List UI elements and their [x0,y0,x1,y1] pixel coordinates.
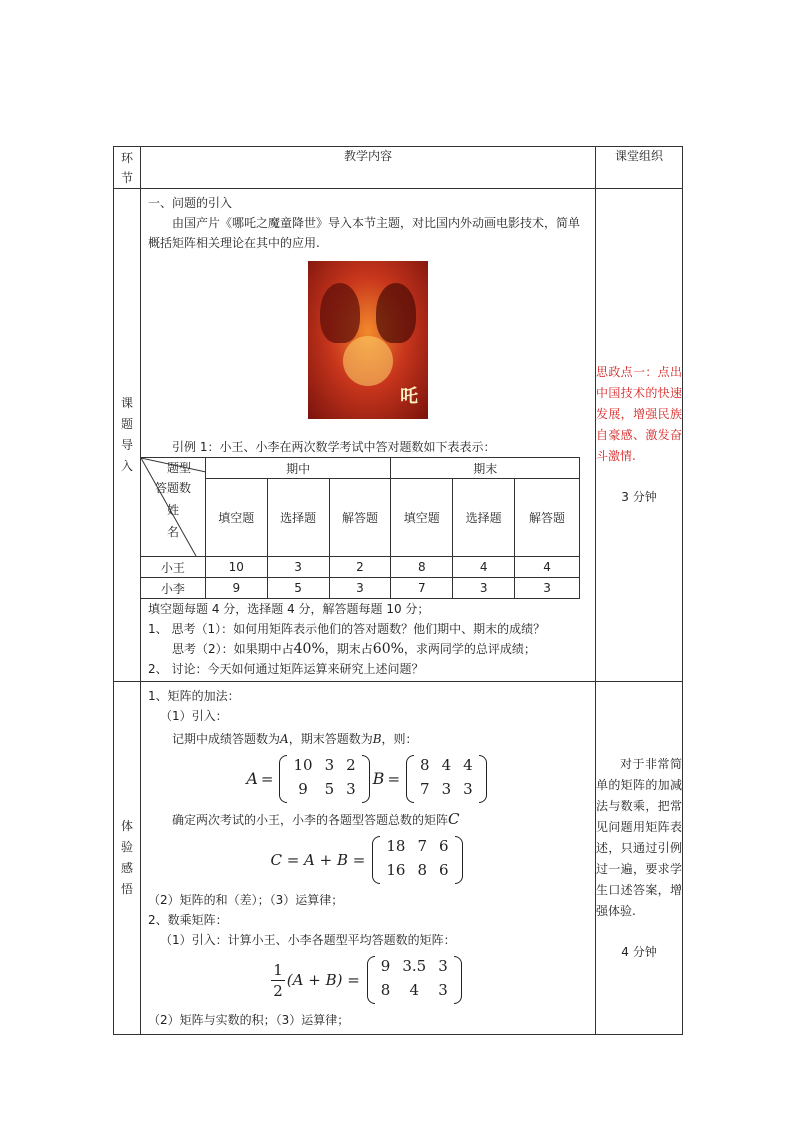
final-header: 期末 [391,458,580,479]
section-intro-content [141,189,596,682]
time-4min: 4 分钟 [621,944,657,959]
matrix-average: 9 3.5 3 8 4 3 [367,956,462,1004]
table-cell: 8 [391,557,453,578]
type-header: 选择题 [453,479,515,557]
diag-name-label-1: 姓 [167,503,180,517]
scalar-heading: 2、数乘矩阵： [148,913,228,927]
question-3: 2、 讨论：今天如何通过矩阵运算来研究上述问题？ [148,662,424,676]
diag-count-label: 答题数 [155,481,192,495]
table-cell: 3 [453,578,515,599]
table-cell: 10 [205,557,267,578]
question-2: 思考（2）：如果期中占40%，期末占60%，求两同学的总评成绩； [172,641,536,657]
movie-poster-image: 吒 [308,261,428,419]
example-label: 引例 1：小王、小李在两次数学考试中答对题数如下表表示： [172,440,496,454]
scalar-intro: （1）引入：计算小王、小李各题型平均答题数的矩阵： [160,933,456,947]
student-name: 小王 [141,557,206,578]
section-intro-row [114,189,683,682]
matrix-c-equation: C = A + B = 18 7 6 16 8 6 [148,836,588,884]
table-cell: 5 [267,578,329,599]
table-cell: 3 [515,578,580,599]
header-content: 教学内容 [141,147,596,189]
ideology-note: 思政点一：点出中国技术的快速发展，增强民族自豪感、激发奋斗激情. [596,365,682,463]
midterm-weight: 40% [293,641,325,657]
matrix-a-b-equation: A = 10 3 2 9 5 3 B = 8 4 4 7 3 3 [148,755,588,803]
time-3min: 3 分钟 [621,490,657,504]
score-rules: 填空题每题 4 分，选择题 4 分，解答题每题 10 分； [148,602,430,616]
section-experience-row [114,682,683,1035]
experience-note: 对于非常简单的矩阵的加减法与数乘，把常见问题用矩阵表述，只通过引例过一遍，要求学生口述答案，增强体验. [596,756,682,918]
addition-intro: （1）引入： [160,709,228,723]
final-weight: 60% [372,641,404,657]
intro-title: 一、问题的引入 [148,196,233,210]
student-name: 小李 [141,578,206,599]
table-cell: 4 [515,557,580,578]
type-header: 解答题 [329,479,391,557]
diag-name-label-2: 名 [167,525,180,539]
table-row [141,557,580,578]
answer-count-table [140,457,580,599]
intro-paragraph: 由国产片《哪吒之魔童降世》导入本节主题，对比国内外动画电影技术，简单概括矩阵相关理论在其中的应用. [148,216,581,250]
addition-heading: 1、矩阵的加法： [148,689,240,703]
table-row [141,578,580,599]
type-header: 填空题 [391,479,453,557]
table-cell: 3 [329,578,391,599]
scalar-equation: $\frac{1}{2}$ (A + B) = 9 3.5 3 8 4 3 [148,956,588,1004]
midterm-header: 期中 [205,458,391,479]
half-fraction: $\frac{1}{2}$ [273,960,283,1000]
header-row [114,147,683,189]
matrix-definition-line: 记期中成绩答题数为A，期末答题数为B，则： [172,732,418,746]
section-experience-content [141,682,596,1035]
table-cell: 7 [391,578,453,599]
question-1: 1、 思考（1）：如何用矩阵表示他们的答对题数？他们期中、期末的成绩？ [148,622,546,636]
table-cell: 2 [329,557,391,578]
type-header: 填空题 [205,479,267,557]
type-header: 选择题 [267,479,329,557]
section-intro-organization [596,189,683,682]
type-header: 解答题 [515,479,580,557]
table-cell: 4 [453,557,515,578]
matrix-b: 8 4 4 7 3 3 [406,755,487,803]
scalar-subtopics: （2）矩阵与实数的积；（3）运算律； [148,1013,350,1027]
table-cell: 3 [267,557,329,578]
lesson-plan-table [113,146,683,1035]
matrix-c: 18 7 6 16 8 6 [372,836,462,884]
matrix-a: 10 3 2 9 5 3 [279,755,369,803]
section-experience-label: 体验感悟 [114,682,141,1035]
diagonal-header-cell [141,458,206,557]
diag-type-label: 题型 [167,461,192,475]
addition-subtopics: （2）矩阵的和（差）；（3）运算律； [148,893,344,907]
section-experience-organization [596,682,683,1035]
header-organization: 课堂组织 [596,147,683,189]
lesson-plan-page [113,146,682,1035]
total-matrix-line: 确定两次考试的小王，小李的各题型答题总数的矩阵C [172,810,460,828]
header-stage: 环节 [114,147,141,189]
table-cell: 9 [205,578,267,599]
section-intro-label: 课题导入 [114,189,141,682]
